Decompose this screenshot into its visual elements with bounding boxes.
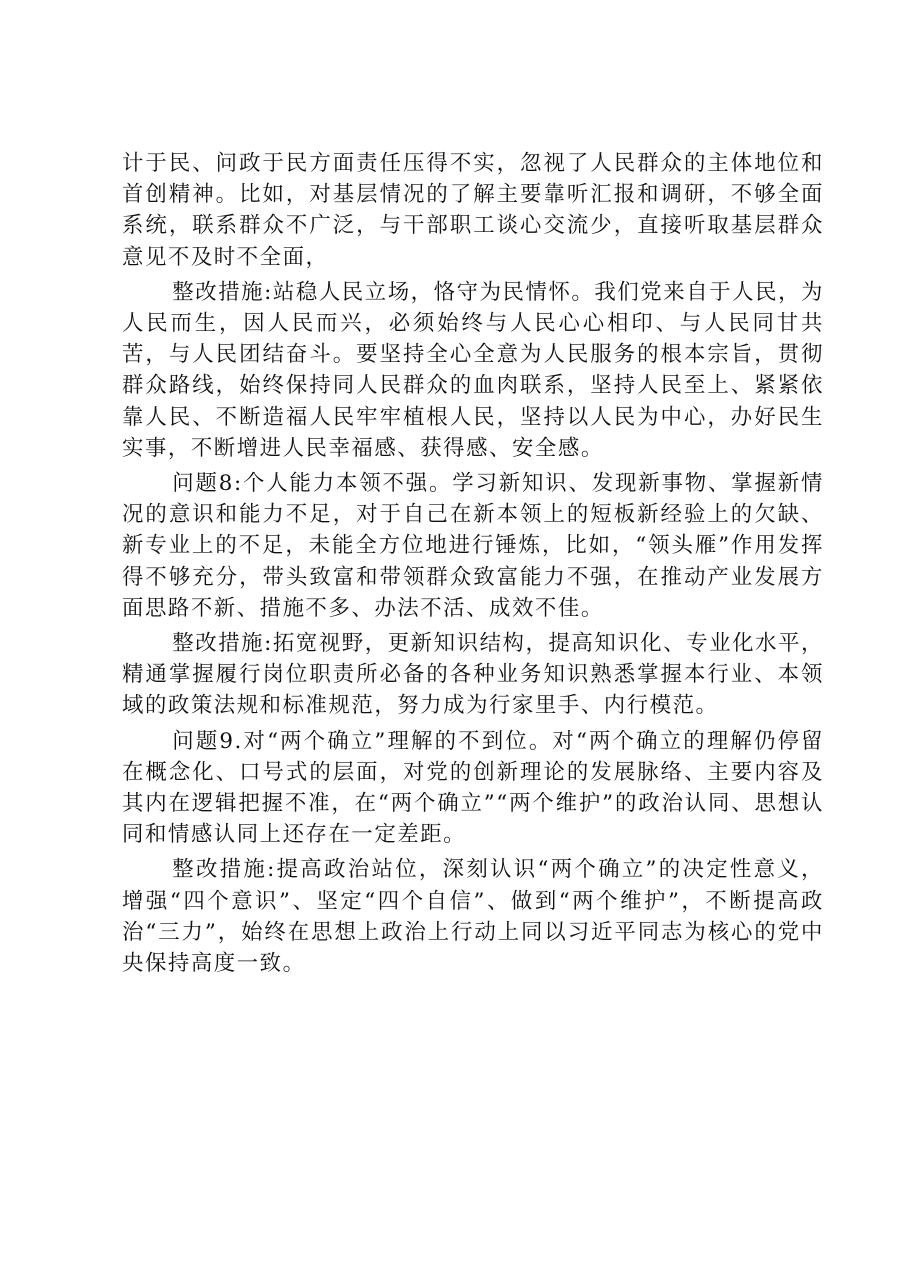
document-body — [122, 148, 824, 983]
paragraph-rectification-8: 整改措施:拓宽视野，更新知识结构，提高知识化、专业化水平，精通掌握履行岗位职责所必备的各种业务知识熟悉掌握本行业、本领域的政策法规和标准规范，努力成为行家里手、内行模范。 — [122, 631, 824, 719]
paragraph-continuation: 计于民、问政于民方面责任压得不实，忽视了人民群众的主体地位和首创精神。比如，对基层情况的了解主要靠听汇报和调研，不够全面系统，联系群众不广泛，与干部职工谈心交流少，直接听取基层群众意见不及时不全面， — [122, 151, 824, 270]
paragraph-rectification-9: 整改措施:提高政治站位，深刻认识“两个确立”的决定性意义，增强“四个意识”、坚定“四个自信”、做到“两个维护”，不断提高政治“三力”，始终在思想上政治上行动上同以习近平同志为核心的党中央保持高度一致。 — [122, 857, 824, 977]
paragraph-rectification-7: 整改措施:站稳人民立场，恪守为民情怀。我们党来自于人民，为人民而生，因人民而兴，必须始终与人民心心相印、与人民同甘共苦，与人民团结奋斗。要坚持全心全意为人民服务的根本宗旨，贯彻群众路线，始终保持同人民群众的血肉联系，坚持人民至上、紧紧依靠人民、不断造福人民牢牢植根人民，坚持以人民为中心，办好民生实事，不断增进人民幸福感、获得感、安全感。 — [122, 279, 824, 461]
paragraph-issue-9: 问题9.对“两个确立”理解的不到位。对“两个确立的理解仍停留在概念化、口号式的层面，对党的创新理论的发展脉络、主要内容及其内在逻辑把握不准，在“两个确立”“两个维护”的政治认同、思想认同和情感认同上还存在一定差距。 — [122, 728, 824, 848]
paragraph-issue-8: 问题8:个人能力本领不强。学习新知识、发现新事物、掌握新情况的意识和能力不足，对于自己在新本领上的短板新经验上的欠缺、新专业上的不足，未能全方位地进行锤炼，比如，“领头雁”作用发挥得不够充分，带头致富和带领群众致富能力不强，在推动产业发展方面思路不新、措施不多、办法不活、成效不佳。 — [122, 471, 824, 621]
